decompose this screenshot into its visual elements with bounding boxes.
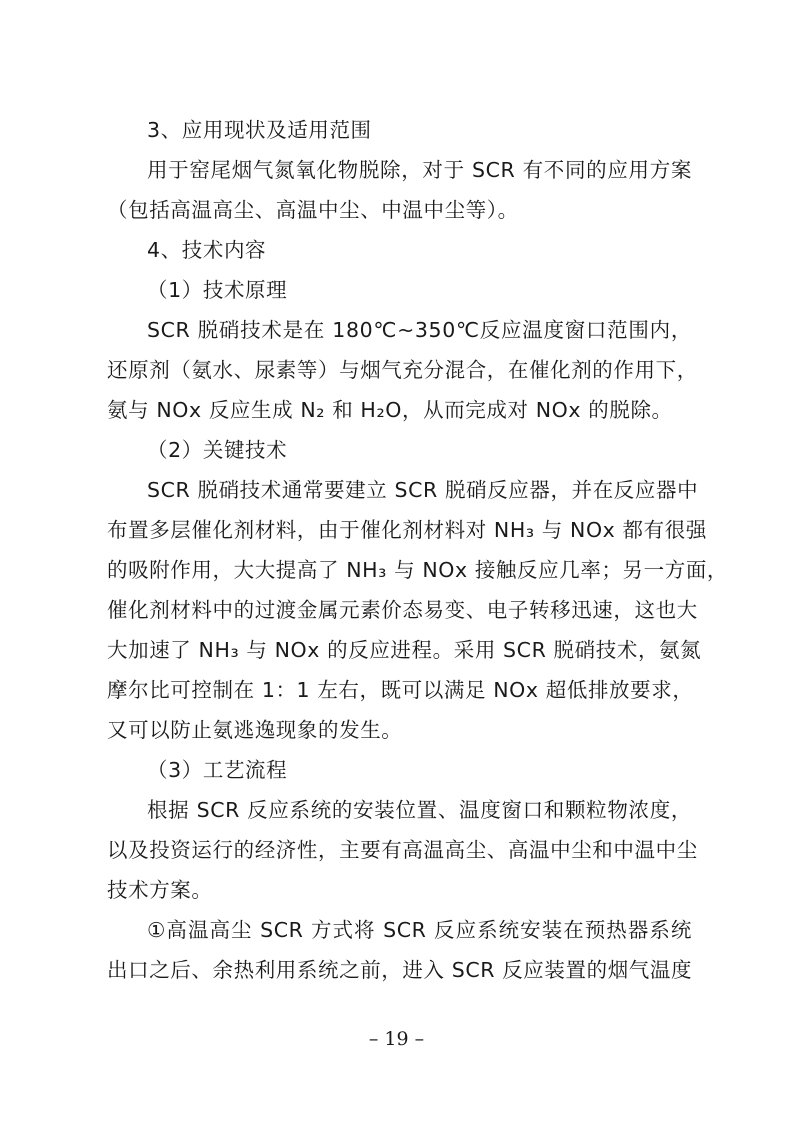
paragraph-line: ①高温高尘 SCR 方式将 SCR 反应系统安装在预热器系统 bbox=[147, 918, 692, 942]
paragraph-line: 根据 SCR 反应系统的安装位置、温度窗口和颗粒物浓度， bbox=[147, 798, 692, 822]
paragraph-line: （包括高温高尘、高温中尘、中温中尘等）。 bbox=[107, 198, 519, 222]
page-number: – 19 – bbox=[368, 1028, 425, 1050]
paragraph-line: 大加速了 NH₃ 与 NOx 的反应进程。采用 SCR 脱硝技术，氨氮 bbox=[107, 638, 702, 662]
paragraph-line: 又可以防止氨逃逸现象的发生。 bbox=[107, 718, 403, 742]
paragraph-line: 出口之后、余热利用系统之前，进入 SCR 反应装置的烟气温度 bbox=[107, 958, 693, 982]
paragraph-line: SCR 脱硝技术通常要建立 SCR 脱硝反应器，并在反应器中 bbox=[147, 478, 699, 502]
paragraph-line: 技术方案。 bbox=[107, 878, 213, 902]
paragraph-line: 布置多层催化剂材料，由于催化剂材料对 NH₃ 与 NOx 都有很强 bbox=[107, 518, 707, 542]
paragraph-line: 催化剂材料中的过渡金属元素价态易变、电子转移迅速，这也大 bbox=[107, 598, 698, 622]
section-heading-application: 3、应用现状及适用范围 bbox=[147, 118, 372, 142]
paragraph-line: 摩尔比可控制在 1：1 左右，既可以满足 NOx 超低排放要求， bbox=[107, 678, 694, 702]
paragraph-line: 还原剂（氨水、尿素等）与烟气充分混合，在催化剂的作用下， bbox=[107, 358, 698, 382]
subsection-heading-principle: （1）技术原理 bbox=[147, 278, 288, 302]
paragraph-line: SCR 脱硝技术是在 180℃~350℃反应温度窗口范围内， bbox=[147, 318, 692, 342]
paragraph-line: 氨与 NOx 反应生成 N₂ 和 H₂O，从而完成对 NOx 的脱除。 bbox=[107, 398, 673, 422]
subsection-heading-key-technology: （2）关键技术 bbox=[147, 438, 288, 462]
paragraph-line: 的吸附作用，大大提高了 NH₃ 与 NOx 接触反应几率；另一方面， bbox=[107, 558, 729, 582]
paragraph-line: 用于窑尾烟气氮氧化物脱除，对于 SCR 有不同的应用方案 bbox=[147, 158, 692, 182]
subsection-heading-process-flow: （3）工艺流程 bbox=[147, 758, 288, 782]
paragraph-line: 以及投资运行的经济性，主要有高温高尘、高温中尘和中温中尘 bbox=[107, 838, 698, 862]
section-heading-technical-content: 4、技术内容 bbox=[147, 238, 267, 262]
